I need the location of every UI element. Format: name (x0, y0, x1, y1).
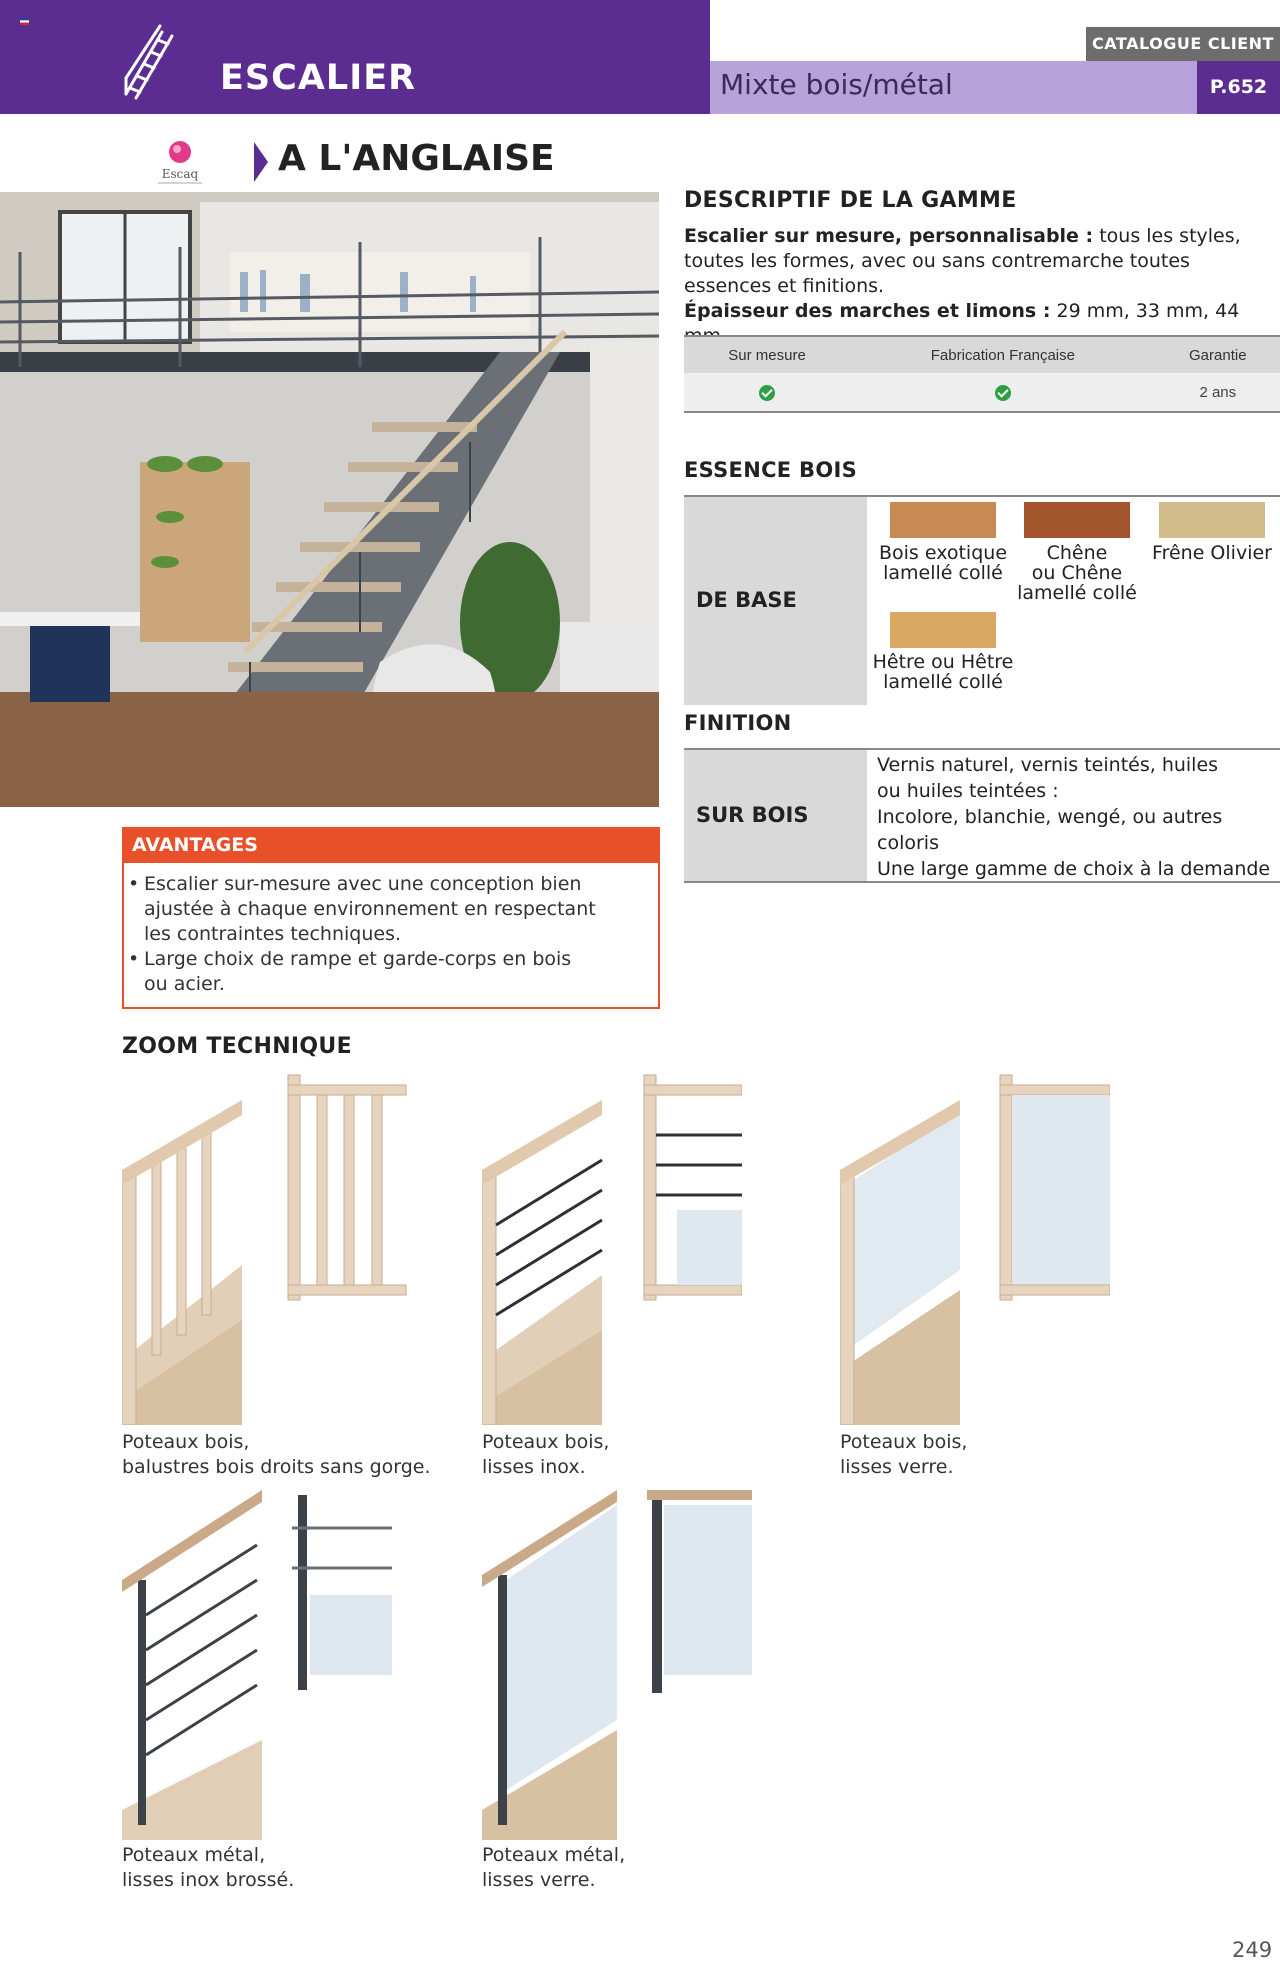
flag-icon (20, 18, 29, 25)
spec-cell-garantie: 2 ans (1156, 373, 1280, 412)
avantages-list (126, 872, 626, 997)
wood-label-frene-olivier: Frêne Olivier (1152, 542, 1272, 564)
railing-illustration-wood-balusters (122, 1070, 412, 1425)
subcategory-title: Mixte bois/métal (720, 68, 953, 101)
spec-header-garantie: Garantie (1156, 336, 1280, 373)
model-title: A L'ANGLAISE (278, 138, 555, 179)
wood-swatch-bois-exotique (890, 502, 996, 538)
svg-text:Escaq: Escaq (161, 167, 199, 181)
zoom-caption-3: Poteaux bois, lisses verre. (840, 1431, 968, 1478)
railing-illustration-metal-inox (122, 1490, 402, 1840)
catalogue-badge: CATALOGUE CLIENT (1086, 27, 1280, 61)
description-title: DESCRIPTIF DE LA GAMME (684, 188, 1017, 213)
spec-table (684, 335, 1280, 413)
zoom-title: ZOOM TECHNIQUE (122, 1034, 352, 1059)
list-item: • Escalier sur-mesure avec une conception bien ajustée à chaque environnement en respectant les contraintes techniques. (126, 872, 626, 947)
zoom-caption-2: Poteaux bois, lisses inox. (482, 1431, 610, 1478)
list-item: • Large choix de rampe et garde-corps en bois ou acier. (126, 947, 626, 997)
essence-title: ESSENCE BOIS (684, 458, 858, 482)
description-line1-bold: Escalier sur mesure, personnalisable : (684, 225, 1094, 247)
brand-logo (150, 138, 210, 188)
wood-label-bois-exotique: Bois exotique lamellé collé (878, 542, 1008, 584)
zoom-caption-5: Poteaux métal, lisses verre. (482, 1844, 626, 1891)
page-number: 249 (1232, 1938, 1273, 1962)
spec-cell-fabrication (850, 373, 1155, 412)
spec-cell-sur-mesure (684, 373, 850, 412)
railing-illustration-glass (840, 1070, 1110, 1425)
spec-header-sur-mesure: Sur mesure (684, 336, 850, 373)
wood-label-hetre: Hêtre ou Hêtre lamellé collé (872, 651, 1014, 693)
avantages-header: AVANTAGES (122, 827, 658, 863)
staircase-photo (0, 192, 659, 807)
category-title: ESCALIER (220, 58, 417, 98)
zoom-caption-1: Poteaux bois, balustres bois droits sans gorge. (122, 1431, 431, 1478)
wood-label-chene: Chêne ou Chêne lamellé collé (1017, 542, 1137, 604)
railing-illustration-metal-glass (482, 1490, 752, 1840)
description-text (684, 224, 1264, 349)
description-line1-rest: tous les styles, toutes les formes, avec ou sans contremarche toutes essences et finitions. (684, 225, 1241, 297)
page-reference: P.652 (1197, 61, 1280, 114)
zoom-caption-4: Poteaux métal, lisses inox brossé. (122, 1844, 295, 1891)
finition-row-label: SUR BOIS (696, 803, 809, 827)
staircase-icon (120, 24, 176, 100)
check-icon (995, 385, 1011, 401)
finition-text: Vernis naturel, vernis teintés, huiles ou huiles teintées : Incolore, blanchie, wengé, ou autres coloris Une large gamme de choix à la demande (877, 754, 1271, 880)
check-icon (759, 385, 775, 401)
finition-title: FINITION (684, 711, 792, 735)
wood-swatch-frene-olivier (1159, 502, 1265, 538)
description-line2-rest: 29 mm, 33 mm, 44 (1056, 300, 1240, 322)
essence-row-label: DE BASE (696, 588, 797, 612)
description-line2-bold: Épaisseur des marches et limons : (684, 300, 1051, 322)
spec-header-fabrication: Fabrication Française (850, 336, 1155, 373)
divider (684, 881, 1280, 883)
railing-illustration-inox-rails (482, 1070, 742, 1425)
wood-swatch-hetre (890, 612, 996, 648)
wood-swatch-chene (1024, 502, 1130, 538)
chevron-right-icon (254, 142, 268, 182)
